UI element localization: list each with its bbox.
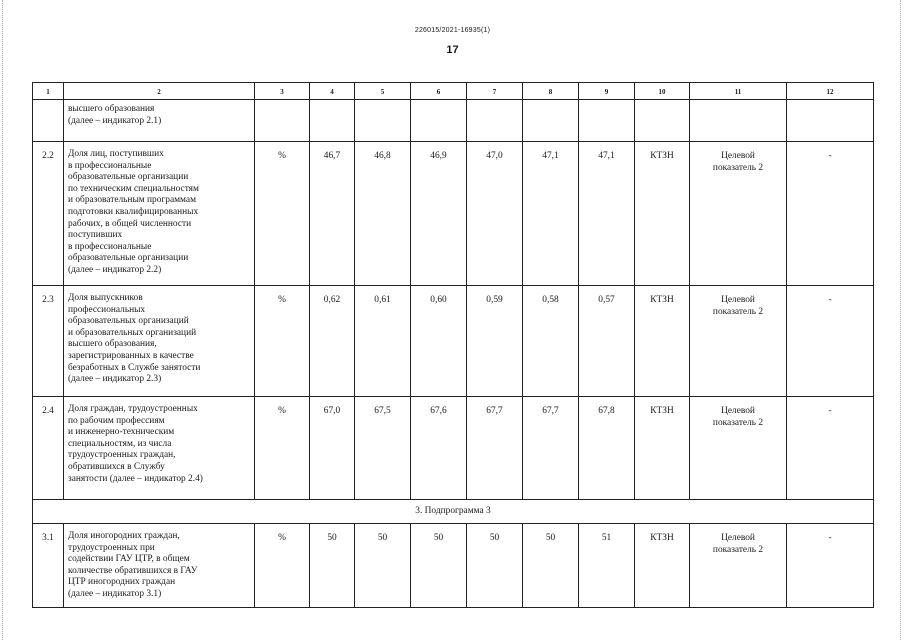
year-value: 0,62	[310, 286, 355, 397]
year-value: 67,8	[579, 397, 635, 500]
indicator-row	[33, 524, 874, 608]
indicator-name: Доля иногородних граждан, трудоустроенных при содействии ГАУ ЦТР, в общем количестве обратившихся в ГАУ ЦТР иногородних граждан (далее – индикатор 3.1)	[64, 524, 255, 608]
note-cell: -	[787, 524, 874, 608]
scan-edge-left	[2, 0, 4, 640]
continuation-row	[33, 100, 874, 142]
row-number: 2.3	[33, 286, 64, 397]
column-header: 9	[579, 83, 635, 100]
executor-cell: КТЗН	[635, 286, 690, 397]
year-value: 67,6	[411, 397, 467, 500]
executor-cell: КТЗН	[635, 397, 690, 500]
column-header: 12	[787, 83, 874, 100]
unit-cell: %	[255, 524, 310, 608]
year-value: 67,7	[523, 397, 579, 500]
year-value: 50	[523, 524, 579, 608]
scan-edge-right	[900, 0, 902, 640]
note-cell: -	[787, 286, 874, 397]
column-header: 4	[310, 83, 355, 100]
column-header: 6	[411, 83, 467, 100]
executor-cell: КТЗН	[635, 524, 690, 608]
year-value: 67,0	[310, 397, 355, 500]
indicator-name: Доля выпускников профессиональных образовательных организаций и образовательных организаций высшего образования, зарегистрированных в качестве безработных в Службе занятости (далее – индикатор 2.3)	[64, 286, 255, 397]
year-value: 46,7	[310, 142, 355, 286]
executor-cell: КТЗН	[635, 142, 690, 286]
year-value: 67,7	[467, 397, 523, 500]
year-value: 50	[411, 524, 467, 608]
year-value: 46,9	[411, 142, 467, 286]
indicator-row	[33, 397, 874, 500]
year-value: 50	[355, 524, 411, 608]
unit-cell: %	[255, 397, 310, 500]
section-title: 3. Подпрограмма 3	[33, 500, 874, 524]
column-header: 7	[467, 83, 523, 100]
row-number: 2.4	[33, 397, 64, 500]
year-value: 0,57	[579, 286, 635, 397]
year-value: 50	[310, 524, 355, 608]
section-row	[33, 500, 874, 524]
target-indicator: Целевой показатель 2	[690, 524, 787, 608]
indicator-name: высшего образования (далее – индикатор 2.1)	[64, 100, 255, 142]
unit-cell: %	[255, 286, 310, 397]
row-number: 2.2	[33, 142, 64, 286]
year-value: 47,1	[523, 142, 579, 286]
row-number: 3.1	[33, 524, 64, 608]
note-cell: -	[787, 397, 874, 500]
column-header: 10	[635, 83, 690, 100]
column-header: 2	[64, 83, 255, 100]
year-value: 51	[579, 524, 635, 608]
document-number: 226015/2021-16935(1)	[414, 27, 491, 34]
column-header: 5	[355, 83, 411, 100]
year-value: 47,0	[467, 142, 523, 286]
column-header: 1	[33, 83, 64, 100]
year-value: 0,59	[467, 286, 523, 397]
year-value: 0,58	[523, 286, 579, 397]
column-header: 3	[255, 83, 310, 100]
indicator-row	[33, 286, 874, 397]
column-header-row	[33, 83, 874, 100]
year-value: 0,61	[355, 286, 411, 397]
year-value: 50	[467, 524, 523, 608]
year-value: 0,60	[411, 286, 467, 397]
unit-cell: %	[255, 142, 310, 286]
page-number: 17	[446, 44, 459, 56]
indicator-name: Доля лиц, поступивших в профессиональные образовательные организации по техническим специальностям и образовательным программам подготовки квалифицированных рабочих, в общей численности поступивших в профессиональные образовательные организации (далее – индикатор 2.2)	[64, 142, 255, 286]
indicators-table	[32, 82, 874, 608]
indicator-row	[33, 142, 874, 286]
column-header: 11	[690, 83, 787, 100]
target-indicator: Целевой показатель 2	[690, 286, 787, 397]
year-value: 67,5	[355, 397, 411, 500]
indicator-name: Доля граждан, трудоустроенных по рабочим профессиям и инженерно-техническим специальностям, из числа трудоустроенных граждан, обратившихся в Службу занятости (далее – индикатор 2.4)	[64, 397, 255, 500]
note-cell: -	[787, 142, 874, 286]
year-value: 46,8	[355, 142, 411, 286]
row-number-cell	[33, 100, 64, 142]
target-indicator: Целевой показатель 2	[690, 142, 787, 286]
year-value: 47,1	[579, 142, 635, 286]
target-indicator: Целевой показатель 2	[690, 397, 787, 500]
column-header: 8	[523, 83, 579, 100]
